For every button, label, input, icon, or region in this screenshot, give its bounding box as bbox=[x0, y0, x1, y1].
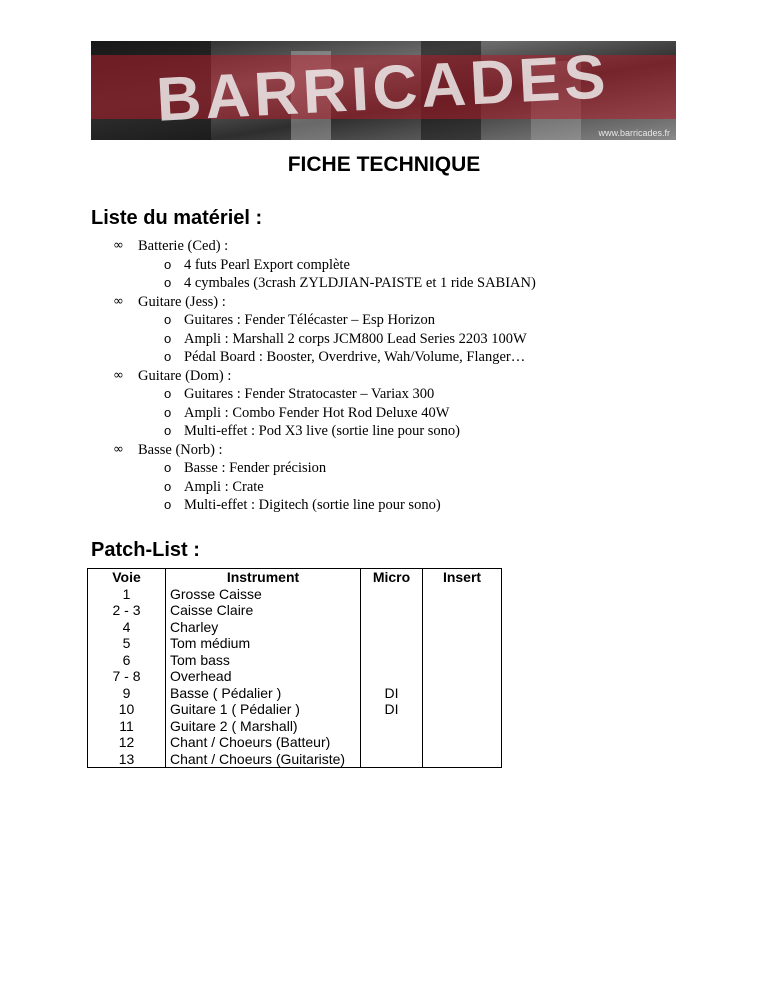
cell-insert bbox=[423, 602, 502, 619]
circle-bullet-icon: o bbox=[164, 275, 172, 290]
equipment-item-text: Ampli : Combo Fender Hot Rod Deluxe 40W bbox=[184, 404, 450, 421]
cell-insert bbox=[423, 586, 502, 603]
cell-insert bbox=[423, 701, 502, 718]
equipment-item bbox=[0, 311, 768, 330]
cell-voie: 1 bbox=[88, 586, 166, 603]
table-row bbox=[88, 602, 502, 619]
cell-instrument: Chant / Choeurs (Guitariste) bbox=[166, 751, 361, 768]
equipment-group-label: Batterie (Ced) : bbox=[138, 238, 229, 254]
equipment-item-text: Multi-effet : Digitech (sortie line pour sono) bbox=[184, 497, 441, 513]
equipment-item-text: Multi-effet : Pod X3 live (sortie line pour sono) bbox=[184, 423, 460, 439]
table-row bbox=[88, 619, 502, 636]
equipment-item-text: 4 cymbales (3crash ZYLDJIAN-PAISTE et 1 ride SABIAN) bbox=[184, 275, 536, 291]
cell-micro bbox=[361, 668, 423, 685]
cell-micro bbox=[361, 718, 423, 735]
cell-voie: 2 - 3 bbox=[88, 602, 166, 619]
equipment-item-text: 4 futs Pearl Export complète bbox=[184, 256, 350, 273]
cell-voie: 7 - 8 bbox=[88, 668, 166, 685]
banner-image bbox=[91, 41, 676, 140]
cell-voie: 10 bbox=[88, 701, 166, 718]
circle-bullet-icon: o bbox=[164, 386, 172, 401]
circle-bullet-icon: o bbox=[164, 312, 172, 327]
table-row bbox=[88, 751, 502, 768]
equipment-group-label: Guitare (Jess) : bbox=[138, 293, 226, 310]
table-row bbox=[88, 668, 502, 685]
circle-bullet-icon: o bbox=[164, 423, 172, 438]
column-header-insert: Insert bbox=[423, 569, 502, 586]
cell-insert bbox=[423, 652, 502, 669]
cell-insert bbox=[423, 685, 502, 702]
equipment-item-text: Guitares : Fender Télécaster – Esp Horizon bbox=[184, 312, 435, 328]
cell-instrument: Basse ( Pédalier ) bbox=[166, 685, 361, 702]
table-row bbox=[88, 718, 502, 735]
cell-voie: 5 bbox=[88, 635, 166, 652]
equipment-group bbox=[0, 237, 768, 256]
circle-bullet-icon: o bbox=[164, 404, 172, 420]
circle-bullet-icon: o bbox=[164, 460, 172, 475]
column-header-micro: Micro bbox=[361, 569, 423, 586]
table-row bbox=[88, 701, 502, 718]
column-header-instrument: Instrument bbox=[166, 569, 361, 586]
cell-voie: 13 bbox=[88, 751, 166, 768]
infinity-bullet-icon: ∞ bbox=[113, 238, 124, 253]
cell-insert bbox=[423, 668, 502, 685]
equipment-group-label: Guitare (Dom) : bbox=[138, 367, 232, 384]
equipment-item bbox=[0, 422, 768, 441]
column-header-voie: Voie bbox=[88, 569, 166, 586]
equipment-group-label: Basse (Norb) : bbox=[138, 441, 223, 458]
cell-instrument: Guitare 1 ( Pédalier ) bbox=[166, 701, 361, 718]
cell-insert bbox=[423, 619, 502, 636]
cell-micro bbox=[361, 635, 423, 652]
equipment-group bbox=[0, 441, 768, 460]
equipment-item bbox=[0, 385, 768, 404]
cell-voie: 11 bbox=[88, 718, 166, 735]
table-row bbox=[88, 734, 502, 751]
cell-instrument: Caisse Claire bbox=[166, 602, 361, 619]
circle-bullet-icon: o bbox=[164, 497, 172, 512]
equipment-group bbox=[0, 367, 768, 386]
infinity-bullet-icon: ∞ bbox=[113, 441, 124, 457]
cell-micro: DI bbox=[361, 701, 423, 718]
equipment-item-text: Pédal Board : Booster, Overdrive, Wah/Volume, Flanger… bbox=[184, 349, 526, 365]
page-title: FICHE TECHNIQUE bbox=[287, 153, 481, 176]
cell-voie: 4 bbox=[88, 619, 166, 636]
equipment-item bbox=[0, 404, 768, 423]
cell-insert bbox=[423, 635, 502, 652]
equipment-item-text: Ampli : Crate bbox=[184, 478, 264, 495]
equipment-item-text: Guitares : Fender Stratocaster – Variax 300 bbox=[184, 386, 435, 402]
banner-url: www.barricades.fr bbox=[598, 128, 670, 138]
patch-list-heading: Patch-List : bbox=[91, 539, 200, 561]
equipment-item bbox=[0, 348, 768, 367]
equipment-item bbox=[0, 274, 768, 293]
infinity-bullet-icon: ∞ bbox=[113, 367, 124, 383]
infinity-bullet-icon: ∞ bbox=[113, 293, 124, 309]
banner-graphic bbox=[91, 41, 676, 140]
equipment-item bbox=[0, 256, 768, 275]
circle-bullet-icon: o bbox=[164, 349, 172, 364]
equipment-group bbox=[0, 293, 768, 312]
cell-instrument: Tom médium bbox=[166, 635, 361, 652]
cell-micro bbox=[361, 602, 423, 619]
equipment-item bbox=[0, 496, 768, 515]
cell-instrument: Charley bbox=[166, 619, 361, 636]
table-row bbox=[88, 635, 502, 652]
cell-instrument: Chant / Choeurs (Batteur) bbox=[166, 734, 361, 751]
cell-instrument: Overhead bbox=[166, 668, 361, 685]
table-row bbox=[88, 652, 502, 669]
cell-insert bbox=[423, 734, 502, 751]
circle-bullet-icon: o bbox=[164, 330, 172, 346]
equipment-item bbox=[0, 330, 768, 349]
cell-insert bbox=[423, 718, 502, 735]
cell-insert bbox=[423, 751, 502, 768]
cell-voie: 6 bbox=[88, 652, 166, 669]
circle-bullet-icon: o bbox=[164, 256, 172, 272]
table-row bbox=[88, 586, 502, 603]
equipment-item bbox=[0, 478, 768, 497]
equipment-list bbox=[0, 237, 768, 515]
cell-voie: 12 bbox=[88, 734, 166, 751]
cell-voie: 9 bbox=[88, 685, 166, 702]
equipment-item-text: Basse : Fender précision bbox=[184, 460, 327, 476]
cell-micro bbox=[361, 734, 423, 751]
cell-micro bbox=[361, 751, 423, 768]
table-header-row bbox=[88, 569, 502, 586]
cell-micro bbox=[361, 652, 423, 669]
table-row bbox=[88, 685, 502, 702]
equipment-heading: Liste du matériel : bbox=[91, 207, 263, 229]
cell-instrument: Tom bass bbox=[166, 652, 361, 669]
cell-micro bbox=[361, 586, 423, 603]
cell-instrument: Guitare 2 ( Marshall) bbox=[166, 718, 361, 735]
cell-micro: DI bbox=[361, 685, 423, 702]
banner-logo-text: BARRICADES bbox=[154, 42, 612, 135]
patch-list-table bbox=[87, 568, 502, 768]
equipment-item-text: Ampli : Marshall 2 corps JCM800 Lead Series 2203 100W bbox=[184, 330, 527, 347]
cell-micro bbox=[361, 619, 423, 636]
equipment-item bbox=[0, 459, 768, 478]
circle-bullet-icon: o bbox=[164, 478, 172, 494]
cell-instrument: Grosse Caisse bbox=[166, 586, 361, 603]
